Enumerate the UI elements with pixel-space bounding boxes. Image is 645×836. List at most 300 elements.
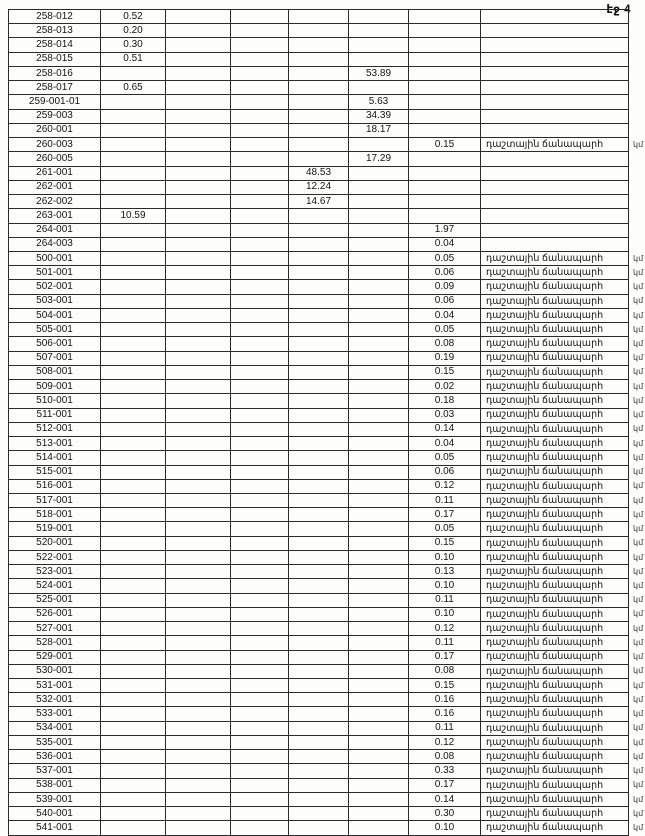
cell-description: դաշտային ճանապարհ xyxy=(486,779,604,791)
cell-value-c2 xyxy=(101,451,166,464)
cell-value-c2 xyxy=(101,466,166,479)
cell-unit: կմ xyxy=(633,509,644,519)
cell-value-c5 xyxy=(289,81,349,94)
cell-value-c3 xyxy=(166,209,231,222)
cell-value-c7 xyxy=(409,81,481,94)
cell-value-c6 xyxy=(349,394,409,407)
cell-code: 264-003 xyxy=(9,238,101,251)
cell-description: դաշտային ճանապարհ xyxy=(486,324,604,336)
cell-value-c7: 0.09 xyxy=(409,280,481,293)
cell-value-c7 xyxy=(409,38,481,51)
cell-value-c3 xyxy=(166,95,231,108)
cell-value-c4 xyxy=(231,764,289,777)
cell-unit: կմ xyxy=(633,424,644,434)
cell-value-c6 xyxy=(349,337,409,350)
cell-value-c4 xyxy=(231,480,289,493)
cell-unit: կմ xyxy=(633,253,644,263)
cell-value-c6 xyxy=(349,779,409,792)
cell-value-c7: 0.06 xyxy=(409,266,481,279)
cell-description: դաշտային ճանապարհ xyxy=(486,637,604,649)
cell-value-c5 xyxy=(289,110,349,123)
cell-value-c4 xyxy=(231,195,289,208)
cell-value-c3 xyxy=(166,252,231,265)
cell-code: 515-001 xyxy=(9,466,101,479)
cell-description: դաշտային ճանապարհ xyxy=(486,338,604,350)
cell-value-c5 xyxy=(289,508,349,521)
cell-value-c6 xyxy=(349,53,409,66)
cell-unit: կմ xyxy=(633,139,644,149)
cell-code: 503-001 xyxy=(9,295,101,308)
table-row xyxy=(9,337,644,351)
cell-value-c4 xyxy=(231,651,289,664)
cell-value-c3 xyxy=(166,679,231,692)
table-row xyxy=(9,679,644,693)
cell-value-c5 xyxy=(289,807,349,820)
cell-description: դաշտային ճանապարհ xyxy=(486,580,604,592)
cell-value-c5 xyxy=(289,679,349,692)
table-row xyxy=(9,594,644,608)
cell-value-c5 xyxy=(289,764,349,777)
cell-value-c5 xyxy=(289,480,349,493)
cell-value-c3 xyxy=(166,736,231,749)
cell-value-c7: 0.14 xyxy=(409,423,481,436)
cell-value-c6 xyxy=(349,380,409,393)
table-row xyxy=(9,651,644,665)
cell-value-c5 xyxy=(289,124,349,137)
cell-code: 504-001 xyxy=(9,309,101,322)
cell-value-c5 xyxy=(289,608,349,621)
cell-value-c5 xyxy=(289,53,349,66)
cell-code: 536-001 xyxy=(9,750,101,763)
cell-value-c4 xyxy=(231,409,289,422)
cell-value-c2 xyxy=(101,793,166,806)
table-row xyxy=(9,152,628,166)
cell-unit: կմ xyxy=(633,780,644,790)
cell-description: դաշտային ճանապարհ xyxy=(486,523,604,535)
cell-value-c5 xyxy=(289,138,349,151)
cell-value-c3 xyxy=(166,124,231,137)
cell-value-c7: 0.08 xyxy=(409,750,481,763)
table-row xyxy=(9,551,644,565)
cell-value-c2 xyxy=(101,537,166,550)
table-row xyxy=(9,579,644,593)
cell-value-c7: 0.14 xyxy=(409,793,481,806)
table-row xyxy=(9,636,644,650)
cell-value-c2 xyxy=(101,622,166,635)
cell-value-c6 xyxy=(349,209,409,222)
cell-value-c5 xyxy=(289,693,349,706)
cell-value-c3 xyxy=(166,195,231,208)
cell-value-c4 xyxy=(231,722,289,735)
cell-value-c4 xyxy=(231,636,289,649)
cell-value-c3 xyxy=(166,67,231,80)
cell-code: 261-001 xyxy=(9,167,101,180)
cell-unit: կմ xyxy=(633,723,644,733)
cell-value-c2 xyxy=(101,707,166,720)
cell-description: դաշտային ճանապարհ xyxy=(486,679,604,691)
cell-value-c7: 0.03 xyxy=(409,409,481,422)
cell-code: 258-012 xyxy=(9,10,101,23)
cell-value-c4 xyxy=(231,537,289,550)
cell-value-c3 xyxy=(166,10,231,23)
cell-code: 258-017 xyxy=(9,81,101,94)
cell-value-c7: 0.12 xyxy=(409,480,481,493)
cell-description: դաշտային ճանապարհ xyxy=(486,295,604,307)
table-row xyxy=(9,423,644,437)
cell-unit: կմ xyxy=(633,524,644,534)
table-row xyxy=(9,295,644,309)
cell-value-c7: 0.10 xyxy=(409,821,481,834)
cell-description xyxy=(481,181,628,194)
cell-value-c5 xyxy=(289,537,349,550)
cell-value-c2 xyxy=(101,423,166,436)
cell-code: 524-001 xyxy=(9,579,101,592)
cell-value-c6 xyxy=(349,679,409,692)
table-row xyxy=(9,252,644,266)
cell-code: 530-001 xyxy=(9,665,101,678)
cell-value-c2 xyxy=(101,181,166,194)
cell-code: 529-001 xyxy=(9,651,101,664)
cell-value-c4 xyxy=(231,508,289,521)
table-row xyxy=(9,380,644,394)
cell-value-c4 xyxy=(231,736,289,749)
cell-value-c6 xyxy=(349,636,409,649)
cell-value-c7 xyxy=(409,53,481,66)
cell-value-c4 xyxy=(231,679,289,692)
cell-value-c4 xyxy=(231,750,289,763)
cell-value-c5 xyxy=(289,821,349,834)
cell-code: 531-001 xyxy=(9,679,101,692)
cell-value-c7: 0.05 xyxy=(409,451,481,464)
cell-value-c3 xyxy=(166,451,231,464)
cell-unit: կմ xyxy=(633,822,644,832)
cell-value-c2 xyxy=(101,67,166,80)
cell-code: 259-001-01 xyxy=(9,95,101,108)
cell-value-c2: 0.52 xyxy=(101,10,166,23)
cell-value-c3 xyxy=(166,323,231,336)
cell-value-c6: 5.63 xyxy=(349,95,409,108)
cell-value-c6 xyxy=(349,466,409,479)
cell-code: 500-001 xyxy=(9,252,101,265)
cell-value-c6 xyxy=(349,693,409,706)
cell-description: դաշտային ճանապարհ xyxy=(486,366,604,378)
cell-code: 512-001 xyxy=(9,423,101,436)
cell-description xyxy=(481,195,628,208)
cell-value-c3 xyxy=(166,280,231,293)
cell-code: 518-001 xyxy=(9,508,101,521)
cell-value-c4 xyxy=(231,494,289,507)
table-row xyxy=(9,622,644,636)
table-row xyxy=(9,24,628,38)
cell-description: դաշտային ճանապարհ xyxy=(486,409,604,421)
cell-value-c2 xyxy=(101,224,166,237)
cell-value-c2 xyxy=(101,636,166,649)
table-row xyxy=(9,181,628,195)
cell-code: 520-001 xyxy=(9,537,101,550)
cell-value-c2 xyxy=(101,551,166,564)
cell-value-c6 xyxy=(349,451,409,464)
cell-value-c5 xyxy=(289,551,349,564)
cell-unit: կմ xyxy=(633,324,644,334)
cell-value-c6 xyxy=(349,238,409,251)
cell-value-c6 xyxy=(349,793,409,806)
cell-value-c7 xyxy=(409,209,481,222)
table-row xyxy=(9,10,628,24)
cell-value-c2 xyxy=(101,764,166,777)
cell-description: դաշտային ճանապարհ xyxy=(486,494,604,506)
cell-description: դաշտային ճանապարհ xyxy=(486,708,604,720)
cell-value-c4 xyxy=(231,309,289,322)
document-table xyxy=(8,9,644,836)
cell-value-c5 xyxy=(289,622,349,635)
cell-value-c5 xyxy=(289,323,349,336)
cell-value-c3 xyxy=(166,750,231,763)
cell-value-c3 xyxy=(166,821,231,834)
cell-value-c3 xyxy=(166,380,231,393)
cell-unit: կմ xyxy=(633,467,644,477)
cell-description xyxy=(481,167,628,180)
cell-value-c4 xyxy=(231,565,289,578)
cell-code: 506-001 xyxy=(9,337,101,350)
cell-value-c6 xyxy=(349,494,409,507)
cell-value-c7: 0.10 xyxy=(409,608,481,621)
cell-unit: կմ xyxy=(633,538,644,548)
cell-description xyxy=(481,67,628,80)
cell-unit: կմ xyxy=(633,652,644,662)
cell-value-c6 xyxy=(349,736,409,749)
cell-value-c5 xyxy=(289,594,349,607)
cell-value-c6 xyxy=(349,579,409,592)
cell-unit: կմ xyxy=(633,367,644,377)
cell-value-c7: 0.15 xyxy=(409,138,481,151)
cell-description: դաշտային ճանապարհ xyxy=(486,437,604,449)
cell-code: 540-001 xyxy=(9,807,101,820)
cell-value-c7: 0.17 xyxy=(409,779,481,792)
cell-value-c5 xyxy=(289,579,349,592)
cell-description xyxy=(481,124,628,137)
cell-value-c7: 0.02 xyxy=(409,380,481,393)
cell-description: դաշտային ճանապարհ xyxy=(486,395,604,407)
cell-value-c7: 0.15 xyxy=(409,679,481,692)
cell-value-c4 xyxy=(231,622,289,635)
cell-value-c2 xyxy=(101,138,166,151)
cell-value-c4 xyxy=(231,451,289,464)
cell-value-c7: 0.04 xyxy=(409,437,481,450)
cell-unit: կմ xyxy=(633,552,644,562)
cell-value-c5 xyxy=(289,209,349,222)
cell-value-c5 xyxy=(289,494,349,507)
cell-description: դաշտային ճանապարհ xyxy=(486,380,604,392)
cell-value-c2 xyxy=(101,494,166,507)
cell-value-c3 xyxy=(166,238,231,251)
cell-value-c3 xyxy=(166,651,231,664)
cell-value-c2 xyxy=(101,295,166,308)
cell-code: 262-001 xyxy=(9,181,101,194)
cell-value-c3 xyxy=(166,337,231,350)
cell-description: դաշտային ճանապարհ xyxy=(486,423,604,435)
cell-value-c4 xyxy=(231,10,289,23)
cell-value-c6 xyxy=(349,81,409,94)
cell-value-c5: 48.53 xyxy=(289,167,349,180)
cell-value-c7: 0.16 xyxy=(409,693,481,706)
cell-value-c7: 0.08 xyxy=(409,337,481,350)
table-row xyxy=(9,608,644,622)
cell-value-c2 xyxy=(101,779,166,792)
cell-value-c2 xyxy=(101,380,166,393)
cell-value-c2 xyxy=(101,366,166,379)
cell-value-c6 xyxy=(349,366,409,379)
cell-value-c4 xyxy=(231,295,289,308)
cell-value-c4 xyxy=(231,394,289,407)
cell-code: 528-001 xyxy=(9,636,101,649)
cell-value-c3 xyxy=(166,779,231,792)
cell-value-c5 xyxy=(289,309,349,322)
cell-code: 263-001 xyxy=(9,209,101,222)
cell-value-c4 xyxy=(231,423,289,436)
cell-description: դաշտային ճանապարհ xyxy=(486,751,604,763)
cell-description xyxy=(481,238,628,251)
cell-value-c5 xyxy=(289,779,349,792)
cell-value-c2 xyxy=(101,437,166,450)
cell-code: 511-001 xyxy=(9,409,101,422)
cell-value-c3 xyxy=(166,423,231,436)
table-row xyxy=(9,537,644,551)
cell-description: դաշտային ճանապարհ xyxy=(486,466,604,478)
cell-value-c2 xyxy=(101,167,166,180)
cell-value-c3 xyxy=(166,110,231,123)
cell-code: 259-003 xyxy=(9,110,101,123)
cell-value-c6 xyxy=(349,622,409,635)
cell-unit: կմ xyxy=(633,709,644,719)
cell-value-c3 xyxy=(166,181,231,194)
cell-value-c2 xyxy=(101,651,166,664)
cell-value-c3 xyxy=(166,594,231,607)
cell-code: 526-001 xyxy=(9,608,101,621)
table-row xyxy=(9,409,644,423)
cell-description: դաշտային ճանապարհ xyxy=(486,765,604,777)
table-row xyxy=(9,81,628,95)
cell-description: դաշտային ճանապարհ xyxy=(486,281,604,293)
cell-description: դաշտային ճանապարհ xyxy=(486,736,604,748)
cell-value-c2 xyxy=(101,693,166,706)
cell-value-c7 xyxy=(409,95,481,108)
cell-value-c7 xyxy=(409,110,481,123)
cell-code: 538-001 xyxy=(9,779,101,792)
cell-value-c4 xyxy=(231,53,289,66)
cell-value-c2 xyxy=(101,238,166,251)
cell-value-c2 xyxy=(101,309,166,322)
table-row xyxy=(9,480,644,494)
table-row xyxy=(9,366,644,380)
cell-value-c4 xyxy=(231,280,289,293)
cell-value-c7 xyxy=(409,24,481,37)
cell-value-c5 xyxy=(289,380,349,393)
cell-code: 505-001 xyxy=(9,323,101,336)
table-row xyxy=(9,437,644,451)
cell-code: 517-001 xyxy=(9,494,101,507)
cell-value-c5 xyxy=(289,67,349,80)
cell-value-c2 xyxy=(101,480,166,493)
cell-value-c3 xyxy=(166,722,231,735)
cell-value-c4 xyxy=(231,352,289,365)
cell-value-c6 xyxy=(349,409,409,422)
cell-unit: կմ xyxy=(633,310,644,320)
cell-value-c5 xyxy=(289,24,349,37)
table-row xyxy=(9,793,644,807)
cell-value-c5 xyxy=(289,707,349,720)
cell-value-c6: 17.29 xyxy=(349,152,409,165)
cell-value-c2 xyxy=(101,594,166,607)
cell-value-c4 xyxy=(231,95,289,108)
cell-value-c2 xyxy=(101,124,166,137)
cell-value-c5 xyxy=(289,451,349,464)
cell-value-c4 xyxy=(231,594,289,607)
cell-value-c4 xyxy=(231,466,289,479)
cell-value-c7: 0.18 xyxy=(409,394,481,407)
cell-value-c2 xyxy=(101,280,166,293)
cell-value-c2: 0.65 xyxy=(101,81,166,94)
table-row xyxy=(9,38,628,52)
cell-value-c7: 0.11 xyxy=(409,636,481,649)
cell-value-c3 xyxy=(166,764,231,777)
cell-value-c3 xyxy=(166,38,231,51)
cell-value-c2 xyxy=(101,266,166,279)
table-row xyxy=(9,522,644,536)
cell-value-c6 xyxy=(349,423,409,436)
cell-code: 258-013 xyxy=(9,24,101,37)
cell-value-c6 xyxy=(349,750,409,763)
cell-value-c6 xyxy=(349,352,409,365)
cell-value-c5 xyxy=(289,636,349,649)
cell-value-c3 xyxy=(166,508,231,521)
cell-description xyxy=(481,95,628,108)
cell-unit: կմ xyxy=(633,339,644,348)
table-row xyxy=(9,95,628,109)
table-row xyxy=(9,736,644,750)
table-row xyxy=(9,352,644,366)
cell-value-c4 xyxy=(231,67,289,80)
cell-value-c4 xyxy=(231,793,289,806)
cell-code: 258-014 xyxy=(9,38,101,51)
cell-value-c2 xyxy=(101,110,166,123)
cell-description: դաշտային ճանապարհ xyxy=(486,551,604,563)
cell-value-c7: 0.10 xyxy=(409,551,481,564)
cell-value-c6 xyxy=(349,167,409,180)
table-row xyxy=(9,394,644,408)
cell-value-c3 xyxy=(166,793,231,806)
cell-code: 510-001 xyxy=(9,394,101,407)
cell-code: 525-001 xyxy=(9,594,101,607)
cell-unit: կմ xyxy=(633,495,644,505)
cell-unit: կմ xyxy=(633,751,644,761)
cell-value-c3 xyxy=(166,608,231,621)
cell-value-c2 xyxy=(101,750,166,763)
cell-value-c3 xyxy=(166,437,231,450)
cell-value-c7: 1.97 xyxy=(409,224,481,237)
cell-value-c7: 0.08 xyxy=(409,665,481,678)
cell-code: 507-001 xyxy=(9,352,101,365)
cell-value-c7 xyxy=(409,167,481,180)
cell-value-c7: 0.19 xyxy=(409,352,481,365)
cell-value-c5 xyxy=(289,522,349,535)
cell-value-c2: 10.59 xyxy=(101,209,166,222)
cell-value-c4 xyxy=(231,323,289,336)
table-row xyxy=(9,67,628,81)
cell-value-c5 xyxy=(289,352,349,365)
cell-value-c6 xyxy=(349,138,409,151)
cell-code: 260-003 xyxy=(9,138,101,151)
cell-value-c6 xyxy=(349,224,409,237)
